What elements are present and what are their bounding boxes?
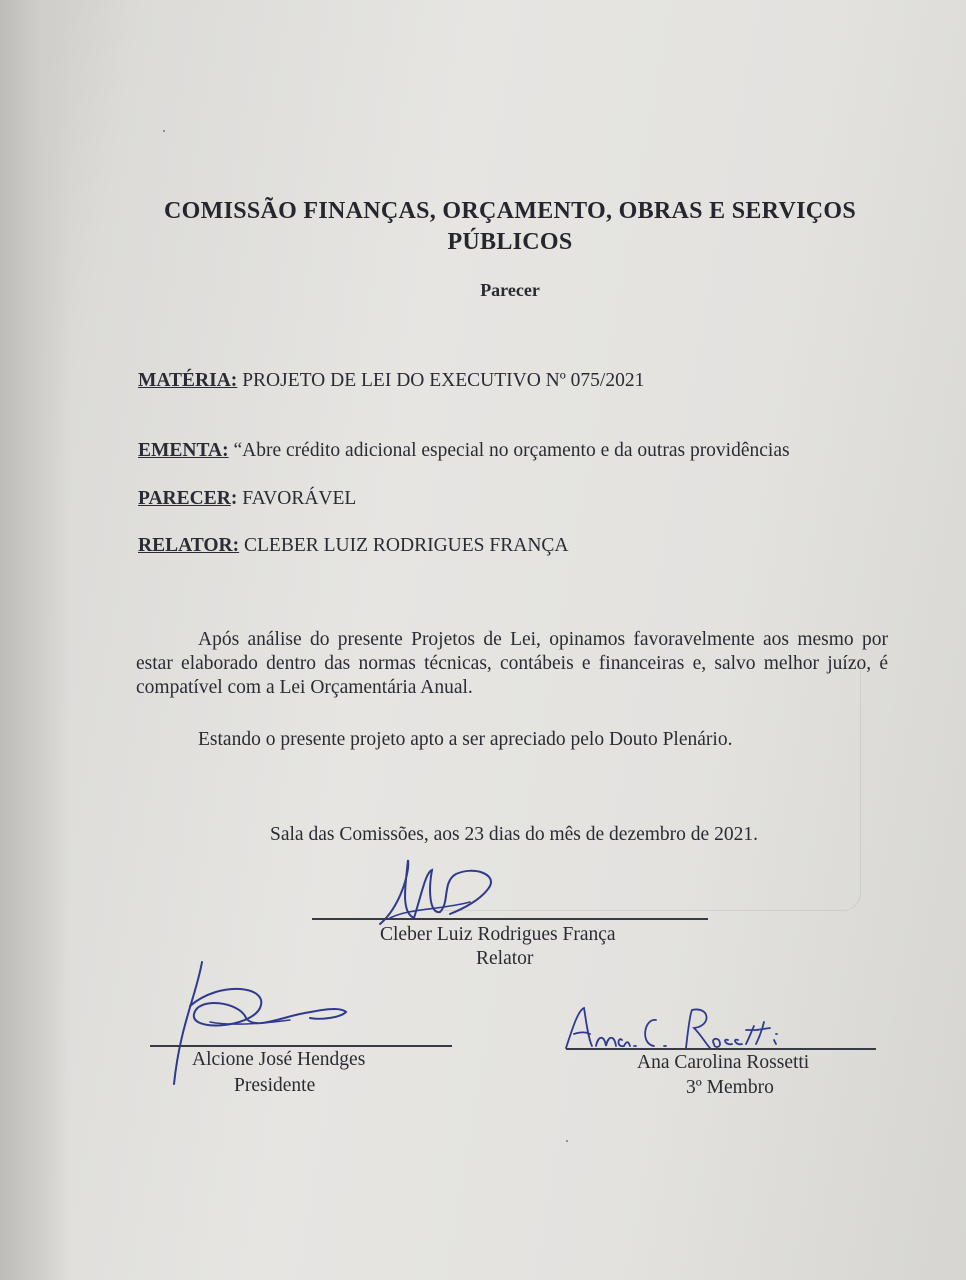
materia-value: PROJETO DE LEI DO EXECUTIVO Nº 075/2021: [237, 370, 645, 391]
paper-speck: [163, 130, 165, 132]
parecer-field: [138, 488, 356, 510]
body-paragraph-1: Após análise do presente Projetos de Lei, opinamos favoravelmente aos mesmo por estar elaborado dentro das normas técnicas, contábeis e financeiras e, salvo melhor juízo, é compatível com a Lei Orçamentária Anual.: [136, 629, 888, 698]
relator-name: Cleber Luiz Rodrigues França: [380, 924, 616, 945]
paper-shadow: [0, 0, 70, 1280]
presidente-role: Presidente: [234, 1075, 316, 1096]
relator-role: Relator: [476, 948, 534, 969]
title-line-2: PÚBLICOS: [447, 229, 573, 255]
closing-date-line: Sala das Comissões, aos 23 dias do mês de dezembro de 2021.: [270, 824, 758, 845]
presidente-name: Alcione José Hendges: [192, 1049, 366, 1070]
document-subtitle: Parecer: [480, 280, 540, 300]
paper-speck: [566, 1140, 568, 1142]
body-paragraph-2: Estando o presente projeto apto a ser apreciado pelo Douto Plenário.: [198, 729, 733, 750]
ementa-field: [138, 440, 790, 462]
ementa-label: EMENTA:: [138, 440, 229, 461]
presidente-signature-line: [150, 1045, 452, 1047]
materia-label: MATÉRIA:: [138, 370, 238, 391]
membro-signature: [560, 1000, 820, 1060]
relator-signature: [370, 852, 510, 932]
membro-signature-line: [566, 1048, 876, 1050]
membro-name: Ana Carolina Rossetti: [637, 1052, 810, 1073]
parecer-label: PARECER: [138, 488, 231, 509]
parecer-value: FAVORÁVEL: [237, 488, 357, 509]
document-title: [120, 196, 900, 258]
parecer-colon: :: [230, 488, 238, 509]
title-line-1: COMISSÃO FINANÇAS, ORÇAMENTO, OBRAS E SERVIÇOS: [164, 198, 856, 224]
membro-role: 3º Membro: [686, 1077, 774, 1098]
relator-signature-line: [312, 918, 708, 920]
ementa-value: “Abre crédito adicional especial no orçamento e da outras providências: [228, 440, 790, 461]
relator-field: [138, 535, 569, 557]
relator-label: RELATOR:: [138, 535, 240, 556]
materia-field: [138, 370, 644, 392]
relator-value: CLEBER LUIZ RODRIGUES FRANÇA: [239, 535, 569, 556]
